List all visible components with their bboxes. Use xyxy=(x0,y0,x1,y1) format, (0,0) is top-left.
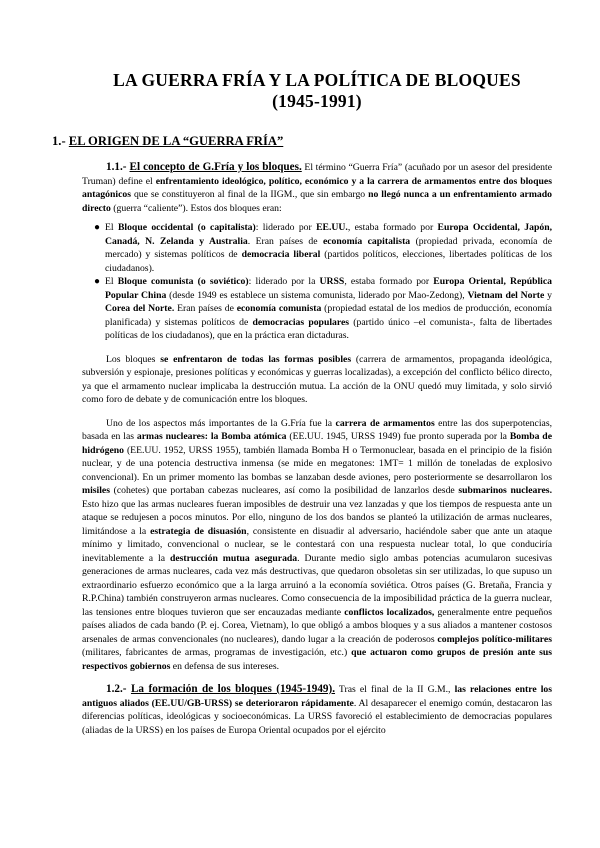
blocs-list xyxy=(82,221,552,343)
text-run: El xyxy=(105,276,118,287)
text-run: . Eran países de xyxy=(247,235,323,247)
text-run: que se constituyeron al final de la IIGM., que sin embargo xyxy=(130,189,369,200)
text-run: (carrera de armamentos, propaganda ideológica, subversión y espionaje, presiones políticas y económicas y guerras localizadas), a excepción del conflicto bélico directo, ya que el armamento nuclear implicaba la destrucción mutua. La acción de la ONU quedó muy limitada, y solo sirvió como foro de debate y de comunicación entre los bloques. xyxy=(82,353,552,405)
bold-run: armas nucleares: la Bomba atómica xyxy=(136,431,287,442)
title-line-2: (1945-1991) xyxy=(272,91,362,111)
text-run: (guerra “caliente”). Estos dos bloques eran: xyxy=(110,202,282,214)
bold-run: Bloque occidental (o capitalista) xyxy=(117,222,256,233)
bold-run: economía comunista xyxy=(236,303,322,314)
bold-run: se enfrentaron de todas las formas posibles xyxy=(160,353,352,365)
bold-run: Vietnam del Norte xyxy=(467,289,545,301)
subsection-1-1-heading xyxy=(106,161,302,173)
bold-run: misiles xyxy=(82,485,110,496)
list-item-western-bloc xyxy=(94,221,552,275)
text-run: entre las dos superpotencias, basada en las xyxy=(82,417,553,442)
bold-run: democracia liberal xyxy=(241,249,321,260)
text-run: Tras el final de la II G.M., xyxy=(335,684,455,695)
bold-run: EE.UU. xyxy=(316,222,348,233)
text-run: generalmente entre pequeños países aliados de cada bando (P. ej. Corea, Vietnam), lo que obligó a ambos bloques y a sus aliados a mantener costosos arsenales de armas convencionales (no nucleares), dando lugar a la creación de poderosos xyxy=(82,606,553,645)
text-run: y xyxy=(544,289,552,301)
bullet-icon: ● xyxy=(94,276,101,287)
bold-run: complejos político-militares xyxy=(437,633,552,645)
bold-run: economía capitalista xyxy=(322,235,411,247)
text-run: Uno de los aspectos más importantes de la G.Fría fue la xyxy=(106,417,336,429)
section-1-title: EL ORIGEN DE LA “GUERRA FRÍA” xyxy=(68,134,284,148)
bold-run: estrategia de disuasión xyxy=(150,525,247,537)
subsection-1-2-title: La formación de los bloques (1945-1949). xyxy=(130,683,336,695)
text-run: , estaba formado por xyxy=(344,276,434,287)
bold-run: no llegó nunca a un enfrentamiento armado directo xyxy=(82,189,552,214)
bold-run: Bloque comunista (o soviético) xyxy=(117,276,249,287)
text-run: Los bloques xyxy=(106,353,161,365)
bold-run: las relaciones entre los antiguos aliados (EE.UU/GB-URSS) se deterioraron rápidamente xyxy=(82,684,552,709)
subsection-1-2-number: 1.2.- xyxy=(106,683,131,695)
text-run: El término “Guerra Fría” (acuñado por un asesor del presidente Truman) define el xyxy=(82,162,552,187)
subsection-1-2-heading xyxy=(106,683,335,695)
text-run: (EE.UU. 1945, URSS 1949) fue pronto superada por la xyxy=(286,431,510,442)
text-run: (propiedad estatal de los medios de producción, economía planificada) y sistemas políticos de xyxy=(105,303,552,328)
subsection-1-1-title: El concepto de G.Fría y los bloques. xyxy=(129,161,302,173)
text-run: (propiedad privada, economía de mercado) y sistemas políticos de xyxy=(105,235,553,260)
text-run: Eran países de xyxy=(174,303,237,314)
bold-run: Bomba de hidrógeno xyxy=(82,431,552,456)
text-run: , estaba formado por xyxy=(347,222,438,233)
text-run: en defensa de sus intereses. xyxy=(170,660,280,672)
bold-run: conflictos localizados, xyxy=(344,606,435,618)
bold-run: destrucción mutua asegurada xyxy=(169,552,298,564)
text-run: El xyxy=(105,222,118,233)
paragraph-formation xyxy=(82,683,552,737)
paragraph-arms-race xyxy=(82,417,552,674)
title-line-1: LA GUERRA FRÍA Y LA POLÍTICA DE BLOQUES xyxy=(113,70,521,90)
list-item-communist-bloc xyxy=(94,275,552,343)
text-run: (militares, fabricantes de armas, programas de investigación, etc.) xyxy=(82,647,352,658)
text-run: . Durante medio siglo ambas potencias acumularon sucesivas generaciones de armas nucleares, cada vez más destructivas, que quedaron obsoletas sin ser utilizadas, lo que supuso un extraordinario esfuerzo económico que a la larga arruinó a la economía soviética. Otros países (G. Bretaña, Francia y R.P.China) también construyeron armas nucleares. Como consecuencia de la imposibilidad práctica de la guerra nuclear, las tensiones entre bloques tuvieron que ser encauzadas mediante xyxy=(82,552,552,618)
bold-run: democracias populares xyxy=(252,316,350,328)
section-1-heading xyxy=(52,134,552,149)
bold-run: URSS xyxy=(319,276,345,287)
bold-run: Europa Oriental, República Popular China xyxy=(105,276,553,301)
text-run: (partidos políticos, elecciones, libertades políticas de los ciudadanos). xyxy=(105,249,552,274)
text-run: (cohetes) que portaban cabezas nucleares, así como la posibilidad de lanzarlos desde xyxy=(109,485,459,496)
bold-run: Europa Occidental, Japón, Canadá, N. Zelanda y Australia xyxy=(105,222,553,247)
text-run: . Al desaparecer el enemigo común, destacaron las diferencias políticas, ideológicas y socioeconómicas. La URSS favoreció el establecimiento de democracias populares (aliadas de la URSS) en los países de Europa Oriental ocupados por el ejército xyxy=(82,697,552,736)
text-run: : liderado por xyxy=(255,222,317,233)
text-run: , consistente en disuadir al adversario, haciéndole saber que ante un ataque mínimo y limitado, convencional o nuclear, se le contestará con una respuesta nuclear total, lo que conduciría inevitablemente a la xyxy=(82,525,553,564)
bold-run: enfrentamiento ideológico, político, económico y a la carrera de armamentos entre dos bloques antagónicos xyxy=(82,175,552,200)
bold-run: carrera de armamentos xyxy=(335,417,435,429)
text-run: (desde 1949 es establece un sistema comunista, liderado por Mao-Zedong), xyxy=(166,289,468,301)
text-run: (EE.UU. 1952, URSS 1955), también llamada Bomba H o Termonuclear, basada en el principio de la fisión nuclear, y de una potencia destructiva inmensa (se mide en megatones: 1MT= 1 millón de toneladas de explosivo convencional). En un primer momento las bombas se lanzaban desde aviones, pero posteriormente se desarrollaron los xyxy=(82,444,552,483)
bullet-icon: ● xyxy=(94,222,101,233)
text-run: Esto hizo que las armas nucleares fueran imposibles de destruir una vez lanzadas y que los tiempos de respuesta ante un ataque se redujesen a pocos minutos. Por ello, ninguno de los dos bandos se planteó la utilización de armas nucleares, limitándose a la xyxy=(82,498,552,537)
bold-run: Corea del Norte. xyxy=(105,303,175,314)
bold-run: submarinos nucleares. xyxy=(458,485,552,496)
text-run: : liderado por la xyxy=(248,276,320,287)
section-1-number: 1.- xyxy=(52,134,69,148)
page-title xyxy=(82,70,552,112)
paragraph-concept xyxy=(82,161,552,215)
bold-run: que actuaron como grupos de presión ante sus respectivos gobiernos xyxy=(82,647,553,672)
text-run: (partido único –el comunista-, falta de libertades políticas de los ciudadanos), que en la práctica eran dictaduras. xyxy=(105,316,552,341)
paragraph-confrontation xyxy=(82,353,552,407)
subsection-1-1-number: 1.1.- xyxy=(106,161,130,173)
